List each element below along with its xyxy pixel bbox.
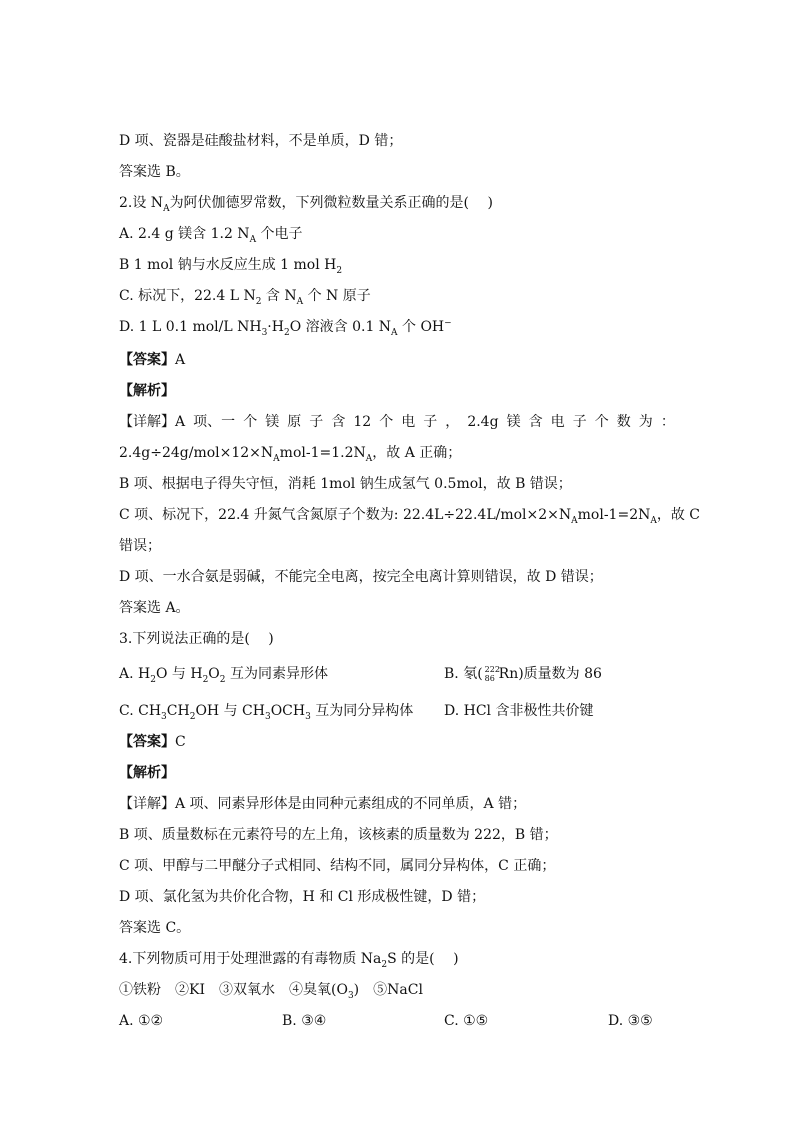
q2-c-2: 含 N [261,288,297,304]
q2-option-a [119,224,303,244]
q2-a-2: 个电子 [256,226,303,242]
q2-d-sub2: 2 [283,327,290,338]
q2-d-1: D. 1 L 0.1 mol/L NH [119,319,262,335]
q3-detail-line-1: 【详解】A 项、同素异形体是由同种元素组成的不同单质，A 错； [119,796,527,812]
q2-detail-w11: ， [445,414,460,430]
q2-detail-w4: 原 [287,414,302,430]
q4-items [119,980,423,1000]
q3-b-2: Rn)质量数为 86 [498,666,602,682]
q4-stem-sub: 2 [381,959,388,970]
q3-a-sub3: 2 [219,674,226,685]
q2-d2-sub1: A [273,453,280,464]
q2-detail-w20: ： [660,414,675,430]
q2-a-1: A. 2.4 g 镁含 1.2 N [119,226,250,242]
q2-d2-2: mol-1=1.2N [279,445,366,461]
q2-c-3: 个 N 原子 [303,288,371,304]
q4-items-sub: 3 [347,990,354,1001]
q2-detail-w6: 含 [331,414,346,430]
q2-detail-line-6: D 项、一水合氨是弱碱，不能完全电离，按完全电离计算则错误，故 D 错误； [119,569,603,585]
question-4-stem [119,949,459,969]
q2-d-3: O 溶液含 0.1 N [289,319,392,335]
q2-d2-1: 2.4g÷24g/mol×12×N [119,445,274,461]
q3-a-3: O [208,666,220,682]
isotope-atomic-number: 86 [484,674,495,683]
q2-d4-sub2: A [650,515,657,526]
q2-analysis-tag: 【解析】 [119,383,175,399]
q2-detail-line-5: 错误； [119,538,161,554]
q2-detail-w17: 个 [594,414,609,430]
line-d-porcelain: D 项、瓷器是硅酸盐材料，不是单质，D 错； [119,133,403,149]
q2-detail-w0: 【详解】A [119,414,186,430]
q2-detail-w12: 2.4g [467,414,499,430]
q4-items-1: ①铁粉 ②KI ③双氧水 ④臭氧(O [119,982,348,998]
q3-option-a [119,664,328,684]
q3-c-2: CH [166,703,190,719]
q2-detail-line-1 [119,412,675,432]
q2-detail-w7: 12 [353,414,372,430]
q2-detail-w16: 子 [572,414,587,430]
q2-a-sub: A [249,234,257,245]
q2-option-b [119,255,342,275]
q2-stem-b: 为阿伏伽德罗常数，下列微粒数量关系正确的是( ) [169,195,493,211]
q2-answer [119,350,185,370]
q2-answer-value: A [175,352,186,368]
q4-stem-2: S 的是( ) [387,951,459,967]
q3-answer-value: C [175,734,186,750]
q2-detail-line-3: B 项、根据电子得失守恒，消耗 1mol 钠生成氢气 0.5mol，故 B 错误； [119,476,572,492]
q2-detail-w13: 镁 [506,414,521,430]
q2-detail-w10: 子 [423,414,438,430]
q2-d-sub1: 3 [261,327,268,338]
q2-c-sub1: 2 [255,296,262,307]
q3-c-5: 互为同分异构体 [310,703,414,719]
q2-conclusion: 答案选 A。 [119,600,190,616]
q4-option-c: C. ①⑤ [444,1013,489,1029]
q2-d4-3: ，故 C [656,507,701,523]
q2-detail-line-4 [119,505,700,525]
q3-option-c [119,701,413,721]
q2-d4-sub1: A [571,515,578,526]
q3-c-4: OCH [270,703,306,719]
q2-stem-a: 2.设 N [119,195,164,211]
q2-d-sup: − [444,318,452,329]
q3-detail-line-4: D 项、氯化氢为共价化合物，H 和 Cl 形成极性键，D 错； [119,889,486,905]
q2-c-1: C. 标况下，22.4 L N [119,288,256,304]
q2-detail-w1: 项、一 [193,414,236,430]
q4-stem-1: 4.下列物质可用于处理泄露的有毒物质 Na [119,951,382,967]
q2-b-1: B 1 mol 钠与水反应生成 1 mol H [119,257,337,273]
q3-analysis-tag: 【解析】 [119,765,175,781]
q2-detail-w9: 电 [401,414,416,430]
q2-b-sub: 2 [336,265,343,276]
q3-c-sub2: 2 [189,711,196,722]
radon-isotope-notation [483,664,499,684]
q2-detail-w2: 个 [243,414,258,430]
question-3-stem: 3.下列说法正确的是( ) [119,631,274,647]
q4-option-d: D. ③⑤ [608,1013,653,1029]
q3-a-2: O 与 H [155,666,203,682]
q3-conclusion: 答案选 C。 [119,920,191,936]
q3-a-sub2: 2 [202,674,209,685]
q3-c-1: C. CH [119,703,162,719]
q2-detail-w5: 子 [309,414,324,430]
answer-line-b: 答案选 B。 [119,164,190,180]
q3-option-d: D. HCl 含非极性共价键 [444,703,594,719]
q2-detail-w19: 为 [638,414,653,430]
q3-detail-line-3: C 项、甲醇与二甲醚分子式相同、结构不同，属同分异构体，C 正确； [119,858,556,874]
q2-detail-w14: 含 [528,414,543,430]
q2-detail-line-2 [119,443,461,463]
q2-detail-w15: 电 [550,414,565,430]
q2-d-2: ·H [267,319,284,335]
question-2-stem [119,193,493,213]
q3-detail-line-2: B 项、质量数标在元素符号的左上角，该核素的质量数为 222，B 错； [119,827,558,843]
q2-detail-w18: 数 [616,414,631,430]
q2-stem-sub: A [163,203,170,214]
q2-d-4: 个 OH [397,319,445,335]
q2-answer-tag: 【答案】 [119,352,175,368]
q4-items-2: ) ⑤NaCl [353,982,423,998]
q4-option-a: A. ①② [119,1013,164,1029]
q2-c-sub2: A [296,296,304,307]
q3-c-sub4: 3 [305,711,311,722]
q3-b-1: B. 氡( [444,666,483,682]
q3-answer [119,732,186,752]
isotope-mass-number: 222 [484,665,500,674]
q2-d2-3: ，故 A 正确； [372,445,462,461]
q3-c-sub1: 3 [161,711,167,722]
q3-a-sub1: 2 [150,674,156,685]
q2-option-d [119,317,452,337]
q3-option-b [444,664,602,684]
q2-detail-w3: 镁 [265,414,280,430]
q2-option-c [119,286,371,306]
q3-c-3: OH 与 CH [195,703,265,719]
q3-answer-tag: 【答案】 [119,734,175,750]
q3-a-4: 互为同素异形体 [225,666,328,682]
q2-d-sub3: A [391,327,398,338]
q4-option-b: B. ③④ [282,1013,327,1029]
q2-detail-w8: 个 [379,414,394,430]
q2-d2-sub2: A [365,453,373,464]
q3-a-1: A. H [119,666,151,682]
q2-d4-1: C 项、标况下，22.4 升氮气含氮原子个数为: 22.4L÷22.4L/mol×2×N [119,507,572,523]
q3-c-sub3: 3 [264,711,271,722]
q2-d4-2: mol-1=2N [577,507,651,523]
